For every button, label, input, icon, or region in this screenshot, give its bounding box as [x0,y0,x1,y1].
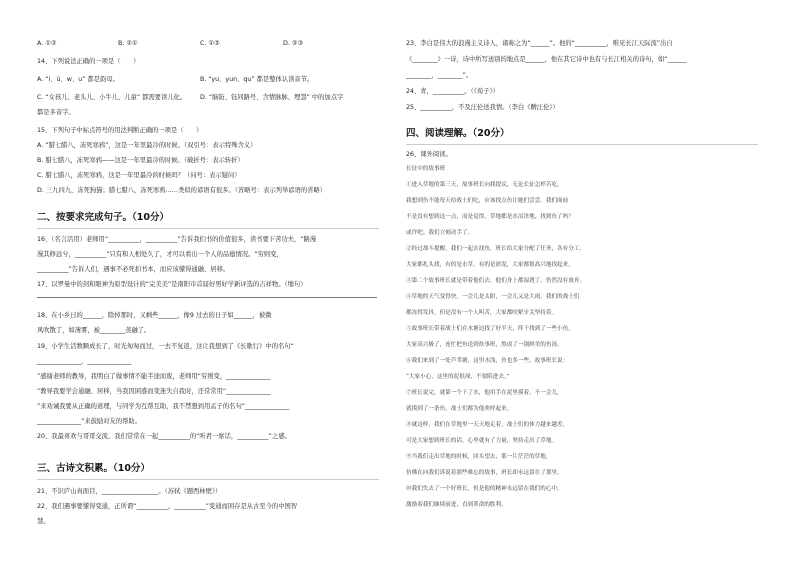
section-3-title: 三、古诗文积累。（10分） [37,463,150,474]
story-line: ⑦班长说完，就第一个下了水，他用手在泥里摸着，不一会儿， [406,390,563,396]
q17-stem: 17、以罗曼中的剑和眼神为原型设计的“完美美”是南阳市首届好男好学新评选的吉祥物。（缩句） [37,281,307,288]
q19-line1: 19、小学生活数颗成长了，时光匆匆而过，一去不复返，这让我想到了《长歌行》中的名句“ [37,343,294,350]
q14-option-b: B. “yu、yun、qu” 都是整体认读音节。 [200,76,314,83]
story-line: 或许吧。我们立刻动手了。 [406,230,474,236]
q16-line2: 漫其修远兮，__________”只有和人相处久了，才可以看出一个人的品德情况。“穷则变， [37,251,283,258]
q15-option-d: D. 三九四九，冻死狗猫；腊七腊八，冻死寒鸦……类似的谚语有很多。（省略号：表示列举谚语的省略） [37,187,327,194]
q13-option-a: A. ①② [37,40,57,47]
story-line: 都冻得发抖，但是没有一个人叫苦，大家都咬紧牙关坚持着。 [406,310,558,316]
story-line: ⑥我们来到了一处芦苇塘，这里水浅，鱼也多一些。故事班长说： [406,358,569,364]
q19-line6: ______________”来鼓励对友的帮助。 [37,418,142,425]
q13-option-c: C. ①③ [200,40,220,47]
section-4-title: 四、阅读理解。（20分） [406,128,510,139]
q16-line1: 16、（名言活用）老师用“__________，__________”告诉我们书的价值很多，读书要下苦功夫，“路漫 [37,236,317,243]
story-line: ②经过战斗提醒，我们一起去找鱼，班长给大家分配了任务，各有分工。 [406,246,586,252]
q14-stem: 14、下列说法正确的一项是（ ） [37,58,140,65]
story-line: ⑨当我们走出草地的时候，回头望去，那一片茫茫的草地， [406,454,552,460]
q19-line5: ”来劝诫我要从正确的道理，与同学为互帮互助，我不禁想到用孟子的名句“______________ [37,403,290,410]
q14-option-d: D. “脑防、钰同路号、含情脉脉、埋怨” 中的加点字 [200,94,344,101]
q18-line2: 风吹散了，如薄雾，被________蒸融了。 [37,327,151,334]
q14-option-a: A. “i、ü、w、u” 都是韵母。 [37,76,119,83]
q26-stem: 26、课外阅读。 [406,151,452,158]
story-line: ③第二个故事班长就是带着他们去。他们身上都湿透了，仍然没有放弃。 [406,278,586,284]
q19-line4: ”教导我要学会通融、居移，当我因困惑而变迷失自我时，还常常用“______________ [37,388,271,395]
q13-option-d: D. ②③ [283,40,304,47]
q23-line2: 《________》一诗，诗中所写送别的地点是______，他在其它诗中也有与长江相关的诗句，如“______ [406,56,687,63]
q15-stem: 15、下列句子中标点符号的用法判断正确的一项是（ ） [37,127,203,134]
story-line: 大家都扎头找，有的是水草，有的是淤泥，大家都很高兴地找起来。 [406,262,574,268]
story-line: 我想到鱼不能每天给战士们吃，应该找点鱼让她们尝尝。我们面前 [406,198,569,204]
q23-line3: ________，________”。 [406,72,473,79]
q24-line: 24、青，__________。（《荀子》） [406,88,500,95]
q25-line: 25、__________，不及汪伦送我情。（李白《赠汪伦》） [406,104,559,111]
q15-option-b: B. 腊七腊八，冻死寒鸦——这是一年里最冷的时候。（破折号：表示转折） [37,157,244,164]
story-line: 可是大家想到班长的话，心里就有了力量，坚持走出了草地。 [406,438,558,444]
q22-line2: 慧。 [37,518,50,525]
story-title: 长征中的故事班 [406,166,446,172]
q15-option-a: A. “腊七腊八，冻死寒鸦”，这是一年里最冷的时候。（双引号：表示特殊含义） [37,142,257,149]
q22-line1: 22、我们遇事要懂得变通，正所谓“__________，__________”变通而困存是从古至今的中国智 [37,503,298,510]
q13-option-b: B. ②① [118,40,138,47]
q23-line1: 23、李白是伟大的浪漫主义诗人，诸称之为“______”。他的“__________，唯见长江天际流”出自 [406,40,673,47]
section-2-title: 二、按要求完成句子。（10分） [37,212,169,223]
story-line: 大家高兴极了，连忙把鱼送到炊事班，熬成了一锅鲜美的鱼汤。 [406,342,563,348]
story-line: ①进入草地的第三天，故事班长向我提议，无论长征怎样苦吃。 [406,182,563,188]
story-line: 激励着我们继续前进，直到革命的胜利。 [406,502,507,508]
story-line: 就摸到了一条鱼，战士们都为他欢呼起来。 [406,406,513,412]
story-line: 仿佛在向我们诉说着那些难忘的故事，班长却永远留在了那里。 [406,470,563,476]
q16-line3: __________”告诉人们，遇事不必死扣书本，而应该懂得通融、居移。 [37,266,230,273]
q18-line1: 18、在小乡日的______，除掉那时，又剩些______，像9 过去的日子如______，被微 [37,312,272,319]
story-line: ⑩我们失去了一个好班长，但是他的精神永远留在我们的心中， [406,486,563,492]
q20-line: 20、我最喜欢与哥哥交流，我们常常在一起__________的“听君一席话，__________”之感。 [37,433,291,440]
story-line: ⑤故事班长带着战士们在水塘边找了好半天，终于找到了一些小鱼， [406,326,574,332]
story-line: ⑧就这样，我们在草地里一天天地走着，战士们的体力越来越差， [406,422,569,428]
q19-line2: ______________，______________ [37,358,132,365]
q14-option-c: C. “女孩儿、老头儿、小牛儿、儿童” 都需要读儿化。 [37,94,187,101]
story-line: 不是没有想到这一点，而是觉得，草地都是水沼泽地，找到鱼了吗？ [406,214,574,220]
story-line: ④草地的天气变得快，一会儿是太阳，一会儿又是大雨，我们的战士们 [406,294,580,300]
q14-option-d-cont: 都是多音字。 [37,109,75,116]
q19-line3: ”感谢老师的教导，我明白了做事情不能半途而废，老师用“穷则变，______________ [37,373,271,380]
q17-answer-line[interactable] [37,296,377,298]
story-line: “大家小心，这里的泥很深，不要陷进去。” [406,374,510,380]
q21-line: 21、不识庐山真面目，__________________。（苏轼《题西林壁》） [37,488,222,495]
q15-option-c: C. 腊七腊八，冻死寒鸦，这是一年里最冷的时候吗？（问号：表示疑问） [37,172,241,179]
